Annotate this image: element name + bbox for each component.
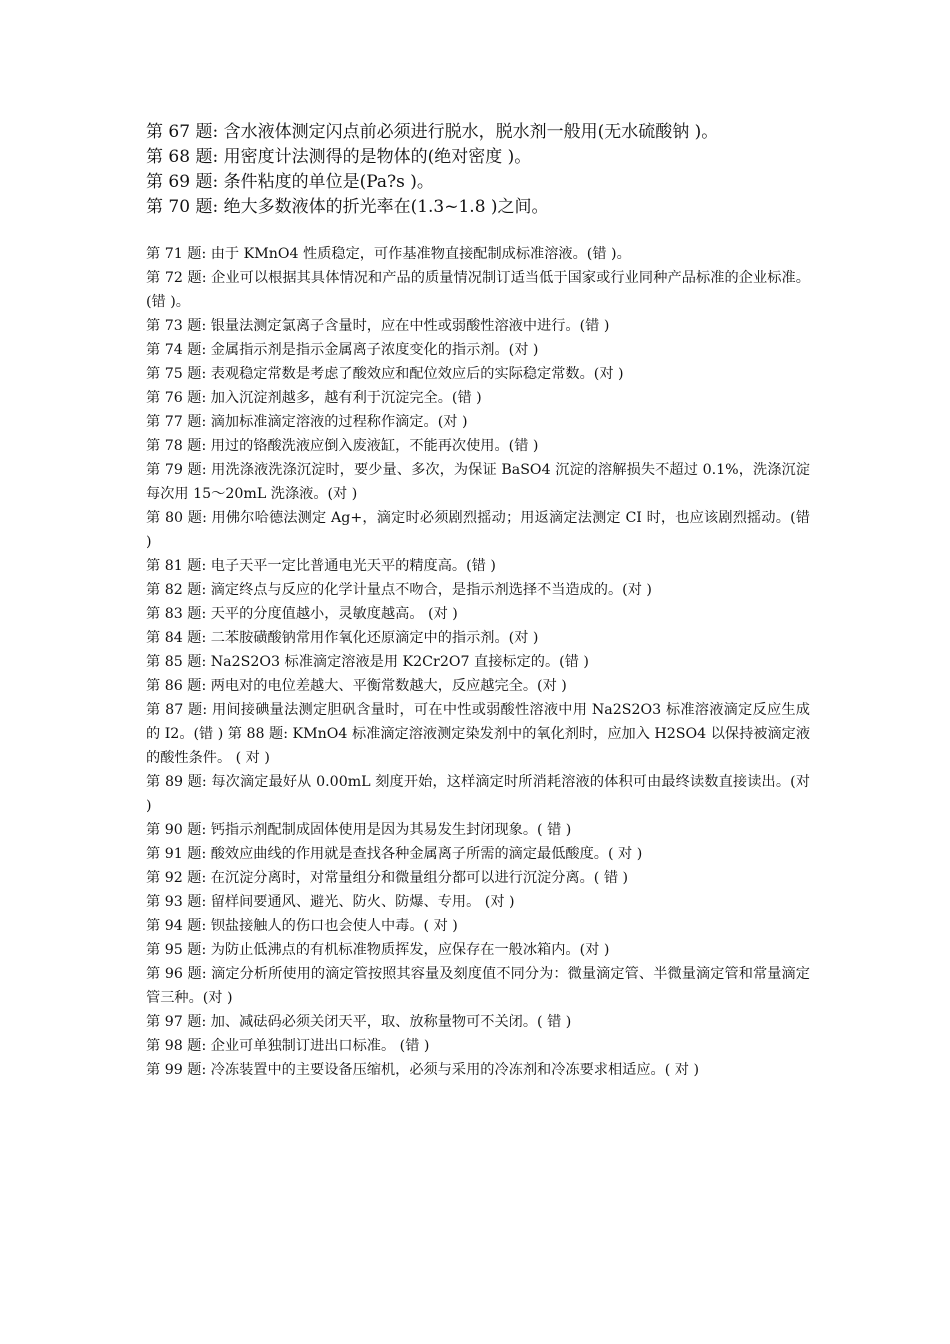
question-80: 第 80 题: 用佛尔哈德法测定 Ag+，滴定时必须剧烈摇动；用返滴定法测定 CI 时，也应该剧烈摇动。(错 ) <box>146 510 810 550</box>
question-84: 第 84 题: 二苯胺磺酸钠常用作氧化还原滴定中的指示剂。(对 ) <box>146 630 539 646</box>
question-96: 第 96 题: 滴定分析所使用的滴定管按照其容量及刻度值不同分为：微量滴定管、半微量滴定管和常量滴定管三种。(对 ) <box>146 966 810 1006</box>
question-72: 第 72 题: 企业可以根据其具体情况和产品的质量情况制订适当低于国家或行业同种产品标准的企业标准。(错 )。 <box>146 270 810 310</box>
question-90: 第 90 题: 钙指示剂配制成固体使用是因为其易发生封闭现象。( 错 ) <box>146 822 572 838</box>
question-98: 第 98 题: 企业可单独制订进出口标准。 (错 ) <box>146 1038 430 1054</box>
question-89: 第 89 题: 每次滴定最好从 0.00mL 刻度开始，这样滴定时所消耗溶液的体积可由最终读数直接读出。(对 ) <box>146 774 810 814</box>
true-false-questions <box>146 242 810 1082</box>
document-page <box>146 120 810 1082</box>
question-77: 第 77 题: 滴加标准滴定溶液的过程称作滴定。(对 ) <box>146 414 468 430</box>
question-69: 第 69 题: 条件粘度的单位是(Pa?s )。 <box>146 172 434 192</box>
question-82: 第 82 题: 滴定终点与反应的化学计量点不吻合，是指示剂选择不当造成的。(对 ) <box>146 582 652 598</box>
question-68: 第 68 题: 用密度计法测得的是物体的(绝对密度 )。 <box>146 147 532 167</box>
question-93: 第 93 题: 留样间要通风、避光、防火、防爆、专用。 (对 ) <box>146 894 515 910</box>
question-67: 第 67 题: 含水液体测定闪点前必须进行脱水，脱水剂一般用(无水硫酸钠 )。 <box>146 122 719 142</box>
question-97: 第 97 题: 加、减砝码必须关闭天平，取、放称量物可不关闭。( 错 ) <box>146 1014 572 1030</box>
question-75: 第 75 题: 表观稳定常数是考虑了酸效应和配位效应后的实际稳定常数。(对 ) <box>146 366 624 382</box>
question-76: 第 76 题: 加入沉淀剂越多，越有利于沉淀完全。(错 ) <box>146 390 482 406</box>
question-74: 第 74 题: 金属指示剂是指示金属离子浓度变化的指示剂。(对 ) <box>146 342 539 358</box>
question-86: 第 86 题: 两电对的电位差越大、平衡常数越大，反应越完全。(对 ) <box>146 678 567 694</box>
question-70: 第 70 题: 绝大多数液体的折光率在(1.3~1.8 )之间。 <box>146 197 549 217</box>
question-85: 第 85 题: Na2S2O3 标准滴定溶液是用 K2Cr2O7 直接标定的。(错 ) <box>146 654 589 670</box>
question-73: 第 73 题: 银量法测定氯离子含量时，应在中性或弱酸性溶液中进行。(错 ) <box>146 318 610 334</box>
question-87-88: 第 87 题: 用间接碘量法测定胆矾含量时，可在中性或弱酸性溶液中用 Na2S2O3 标准溶液滴定反应生成的 I2。(错 ) 第 88 题: KMnO4 标准滴定溶液测定染发剂中的氧化剂时，应加入 H2SO4 以保持被滴定液的酸性条件。 ( 对 ) <box>146 702 811 766</box>
question-79: 第 79 题: 用洗涤液洗涤沉淀时，要少量、多次，为保证 BaSO4 沉淀的溶解损失不超过 0.1%，洗涤沉淀每次用 15～20mL 洗涤液。(对 ) <box>146 462 810 502</box>
question-95: 第 95 题: 为防止低沸点的有机标准物质挥发，应保存在一般冰箱内。(对 ) <box>146 942 610 958</box>
question-81: 第 81 题: 电子天平一定比普通电光天平的精度高。(错 ) <box>146 558 496 574</box>
question-83: 第 83 题: 天平的分度值越小，灵敏度越高。 (对 ) <box>146 606 458 622</box>
question-78: 第 78 题: 用过的铬酸洗液应倒入废液缸，不能再次使用。(错 ) <box>146 438 539 454</box>
fill-in-questions <box>146 120 810 220</box>
question-91: 第 91 题: 酸效应曲线的作用就是查找各种金属离子所需的滴定最低酸度。( 对 ) <box>146 846 643 862</box>
question-71: 第 71 题: 由于 KMnO4 性质稳定，可作基准物直接配制成标准溶液。(错 )。 <box>146 246 631 262</box>
question-99: 第 99 题: 冷冻装置中的主要设备压缩机，必须与采用的冷冻剂和冷冻要求相适应。( 对 ) <box>146 1062 700 1078</box>
question-92: 第 92 题: 在沉淀分离时，对常量组分和微量组分都可以进行沉淀分离。( 错 ) <box>146 870 629 886</box>
question-94: 第 94 题: 钡盐接触人的伤口也会使人中毒。( 对 ) <box>146 918 458 934</box>
